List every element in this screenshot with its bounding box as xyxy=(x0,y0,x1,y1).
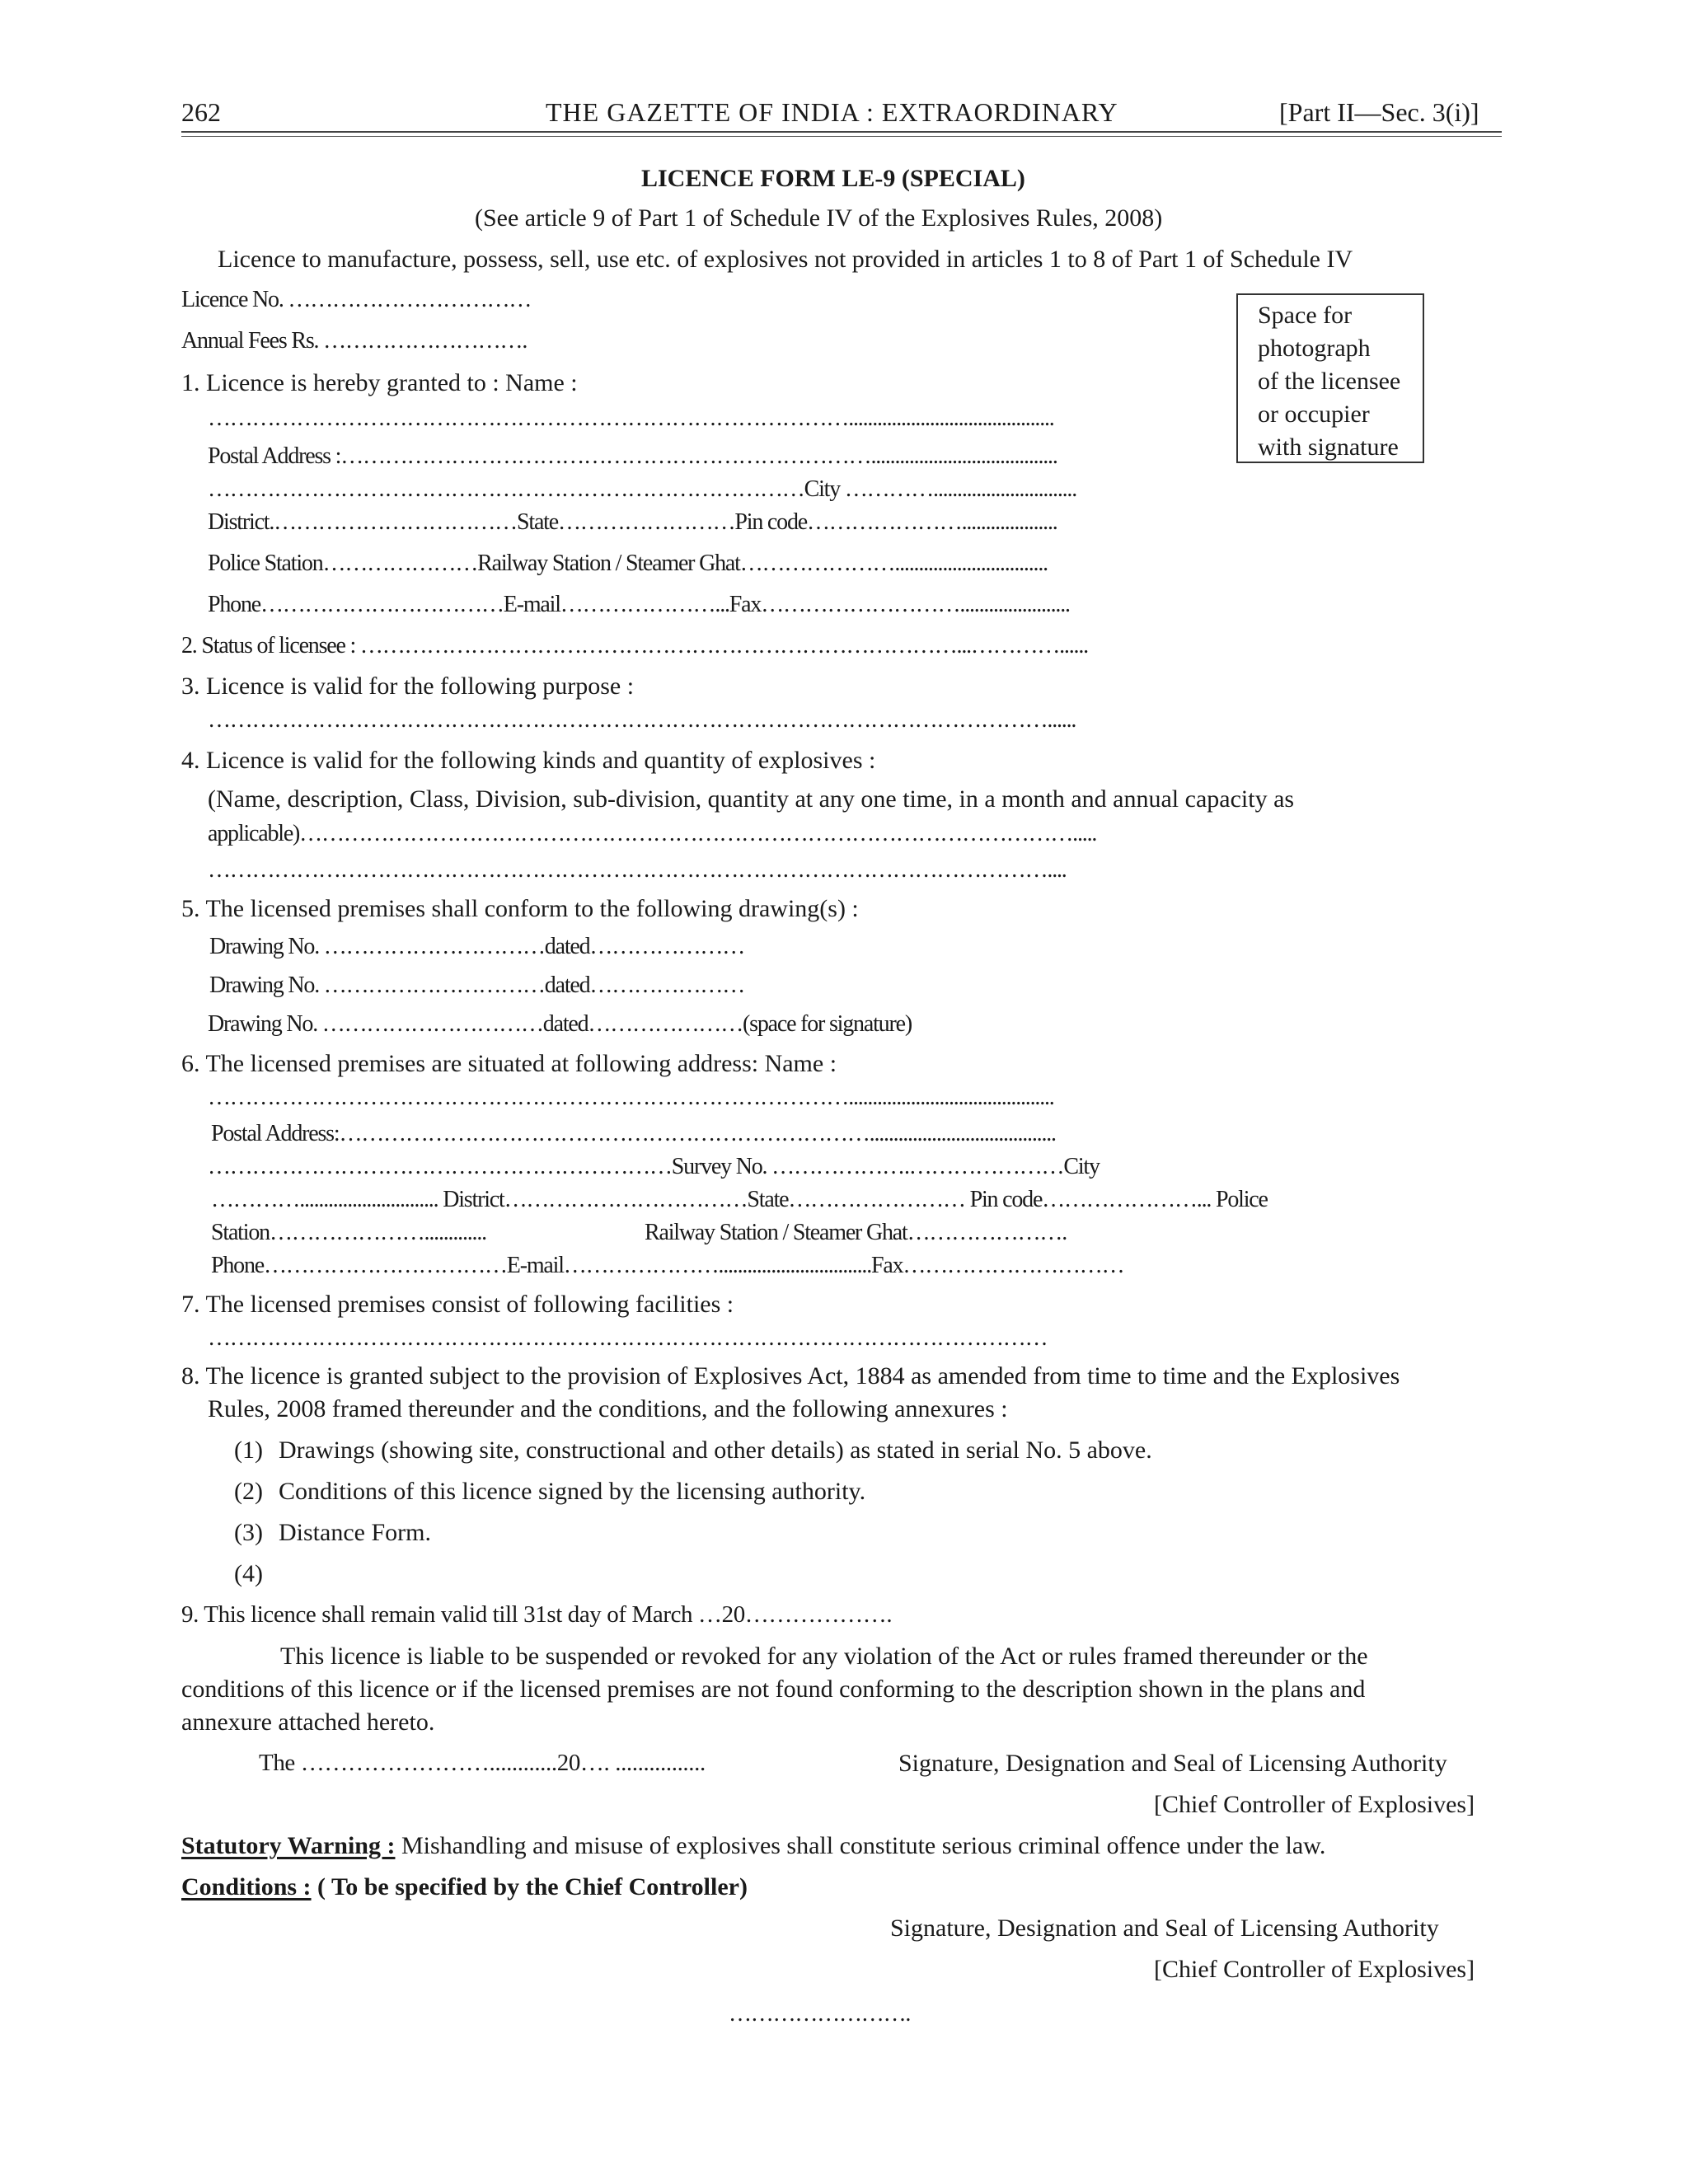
annual-fees-field: Annual Fees Rs. ………………………. xyxy=(181,328,528,354)
signature-title-2: [Chief Controller of Explosives] xyxy=(1154,1956,1475,1983)
item-3-purpose: 3. Licence is valid for the following purpose : xyxy=(181,673,635,700)
item-6-station: Station…………………............. xyxy=(211,1220,486,1245)
photo-box-line: or occupier xyxy=(1258,401,1370,428)
photo-box-line: Space for xyxy=(1258,302,1353,329)
item-1-postal-address: Postal Address :………………………………………………………………....................................... xyxy=(208,443,1057,469)
item-6-address: 6. The licensed premises are situated at following address: Name : xyxy=(181,1050,837,1077)
header-rule-thick xyxy=(181,131,1502,133)
page-number: 262 xyxy=(181,97,221,127)
signature-block-1: Signature, Designation and Seal of Licensing Authority xyxy=(898,1750,1447,1777)
form-title: LICENCE FORM LE-9 (SPECIAL) xyxy=(641,165,1025,192)
statutory-warning-label: Statutory Warning : xyxy=(181,1832,396,1859)
drawing-line: Drawing No. …………………………dated………………… xyxy=(209,972,745,998)
annexure-item xyxy=(234,1521,431,1545)
header-rule-thin xyxy=(181,136,1502,137)
item-4-kinds: 4. Licence is valid for the following kinds and quantity of explosives : xyxy=(181,747,876,774)
photo-box-line: of the licensee xyxy=(1258,368,1401,395)
conditions-text: ( To be specified by the Chief Controller) xyxy=(311,1873,748,1900)
annexure-number: (4) xyxy=(234,1560,263,1587)
gazette-title: THE GAZETTE OF INDIA : EXTRAORDINARY xyxy=(546,97,1118,127)
item-6-survey-no: ………………………………………………………Survey No. ……………….…………………City xyxy=(208,1154,1100,1179)
part-section: [Part II—Sec. 3(i)] xyxy=(1279,97,1479,127)
signature-block-2: Signature, Designation and Seal of Licensing Authority xyxy=(890,1915,1439,1942)
licence-no-field: Licence No. …………………………… xyxy=(181,287,532,312)
item-6-railway-station: Railway Station / Steamer Ghat…………………. xyxy=(645,1220,1067,1245)
item-1-city: ………………………………………………………………………City ………….............................. xyxy=(208,476,1077,502)
annexure-text: Conditions of this licence signed by the licensing authority. xyxy=(279,1478,866,1505)
date-line: The ……………………............20…. ................ xyxy=(259,1750,706,1776)
liability-paragraph-line: This licence is liable to be suspended or revoked for any violation of the Act or rules framed thereunder or the xyxy=(280,1643,1368,1670)
item-2-status: 2. Status of licensee : ………………………………………………………………………...…………...... xyxy=(181,633,1088,658)
statutory-warning xyxy=(181,1834,1325,1858)
item-4-description: (Name, description, Class, Division, sub-division, quantity at any one time, in a month and annual capacity as xyxy=(208,785,1295,813)
liability-paragraph-line: conditions of this licence or if the licensed premises are not found conforming to the description shown in the plans and xyxy=(181,1675,1366,1703)
form-description: Licence to manufacture, possess, sell, use etc. of explosives not provided in articles 1 to 8 of Part 1 of Schedule IV xyxy=(218,246,1353,273)
annexure-item xyxy=(234,1479,865,1504)
annexure-number: (2) xyxy=(234,1478,263,1505)
conditions-label: Conditions : xyxy=(181,1873,312,1900)
annexure-number: (3) xyxy=(234,1519,263,1546)
signature-title-1: [Chief Controller of Explosives] xyxy=(1154,1791,1475,1818)
item-1-granted-to: 1. Licence is hereby granted to : Name : xyxy=(181,369,578,396)
drawing-line: Drawing No. …………………………dated…………………(space for signature) xyxy=(208,1011,912,1037)
photo-box-line: photograph xyxy=(1258,335,1371,362)
item-6-phone: Phone……………………………E-mail…………………................................Fax………………………… xyxy=(211,1253,1124,1278)
photo-box-line: with signature xyxy=(1258,434,1399,461)
item-4-dots: …………………………………………………………………………………………………….... xyxy=(208,857,1067,883)
statutory-warning-text: Mishandling and misuse of explosives shall constitute serious criminal offence under the law. xyxy=(395,1832,1326,1859)
drawing-line: Drawing No. …………………………dated………………… xyxy=(209,934,745,959)
item-6-name-dots: ……………………………………………………………………………........................................... xyxy=(208,1085,1054,1110)
item-1-police-station: Police Station…………………Railway Station / Steamer Ghat…………………................................ xyxy=(208,551,1048,576)
photograph-box xyxy=(1236,293,1424,463)
annexure-number: (1) xyxy=(234,1436,263,1464)
item-8-provision: 8. The licence is granted subject to the provision of Explosives Act, 1884 as amended from time to time and the Explosives xyxy=(181,1362,1400,1390)
conditions-heading xyxy=(181,1875,748,1900)
item-8-annexures: Rules, 2008 framed thereunder and the conditions, and the following annexures : xyxy=(208,1395,1008,1422)
form-subtitle: (See article 9 of Part 1 of Schedule IV of the Explosives Rules, 2008) xyxy=(475,204,1163,232)
item-7-facilities: 7. The licensed premises consist of following facilities : xyxy=(181,1291,734,1318)
annexure-item xyxy=(234,1438,1152,1463)
annexure-text: Distance Form. xyxy=(279,1519,431,1546)
item-6-district: …………............................. District……………………………State…………………… Pin code…………………... Police xyxy=(211,1187,1268,1212)
item-7-dots: …………………………………………………………………………………………………… xyxy=(208,1325,1048,1351)
item-3-dots: ……………………………………………………………………………………………………...... xyxy=(208,707,1076,733)
item-1-phone: Phone……………………………E-mail…………………...Fax………………………....................... xyxy=(208,592,1070,617)
end-of-form-dots: ……………………. xyxy=(729,2001,911,2027)
annexure-text: Drawings (showing site, constructional and other details) as stated in serial No. 5 above. xyxy=(279,1436,1152,1464)
item-1-name-dots: ……………………………………………………………………………........................................... xyxy=(208,405,1054,431)
item-6-postal-address: Postal Address:………………………………………………………………....................................... xyxy=(211,1121,1056,1146)
item-4-applicable: applicable)……………………………………………………………………………………………..... xyxy=(208,821,1097,846)
item-1-district: District.……………………………State……………………Pin code………………….................... xyxy=(208,509,1057,535)
item-9-validity: 9. This licence shall remain valid till 31st day of March …20………………. xyxy=(181,1601,893,1628)
annexure-item xyxy=(234,1562,279,1586)
item-5-drawings: 5. The licensed premises shall conform to the following drawing(s) : xyxy=(181,895,859,922)
liability-paragraph-line: annexure attached hereto. xyxy=(181,1708,435,1736)
